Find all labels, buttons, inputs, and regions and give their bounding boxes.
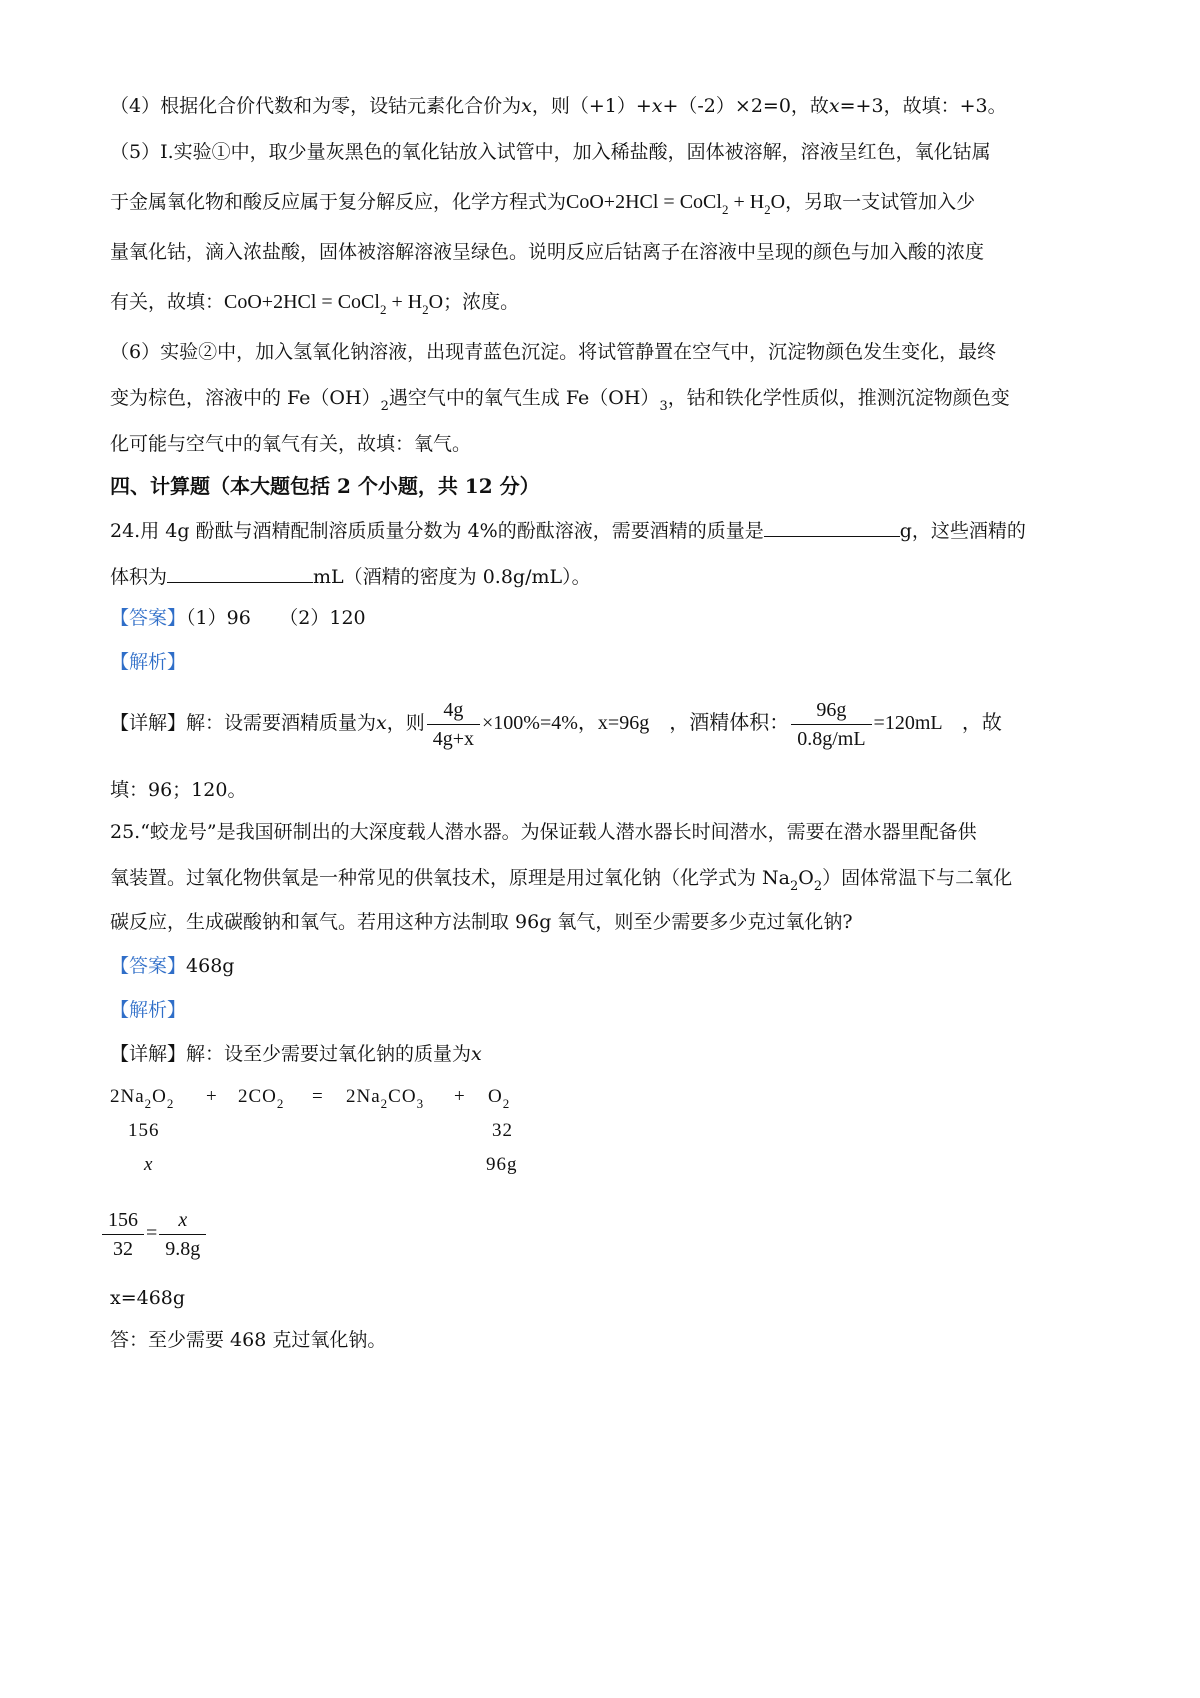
ratio-fraction-2: $\frac{x}{9.8g}$	[159, 1208, 206, 1261]
para-4	[110, 92, 1007, 120]
para-6-line-3: 化可能与空气中的氧气有关，故填：氧气。	[110, 433, 472, 455]
q24-answer: 【答案】（1）96 （2）120	[110, 607, 366, 629]
p5-l2b: ，另取一支试管加入少	[785, 191, 976, 213]
para-5-line-3: 量氧化钴，滴入浓盐酸，固体被溶解溶液呈绿色。说明反应后钴离子在溶液中呈现的颜色与加入酸的浓度	[110, 241, 985, 263]
q25-analysis-tag: 【解析】	[110, 999, 187, 1021]
ratio-fraction-1: $\frac{156}{32}$	[102, 1208, 144, 1261]
equation-cocl2-answer: CoO+2HCl = CoCl$_2$ + $H_2O$	[224, 291, 444, 317]
p4-rest: +（-2）×2=0，故	[662, 95, 829, 117]
para-6-line-2: 变为棕色，溶液中的 $Fe(OH)_2$遇空气中的氧气生成 $Fe(OH)_3$，钴和铁化学性质似，推测沉淀物颜色变	[110, 387, 1010, 414]
q25-detail: 【详解】解：设至少需要过氧化钠的质量为x	[110, 1043, 482, 1065]
para-5-line-1: （5）I.实验①中，取少量灰黑色的氧化钴放入试管中，加入稀盐酸，固体被溶解，溶液呈红色，氧化钴属	[110, 141, 991, 163]
fraction-concentration: $\frac{4g}{4g+x}$	[427, 698, 480, 751]
q24-blank-2	[167, 562, 313, 583]
para-5-line-2	[110, 188, 975, 218]
q25-answer: 【答案】468g	[110, 955, 235, 977]
p4-x3: x	[828, 95, 840, 117]
q25-line-2: 氧装置。过氧化物供氧是一种常见的供氧技术，原理是用过氧化钠（化学式为 $Na_2O_2$）固体常温下与二氧化	[110, 867, 1013, 894]
p5-l4a: 有关，故填：	[110, 291, 225, 313]
final-answer-line: 答：至少需要 468 克过氧化钠。	[110, 1329, 387, 1351]
p4-x: x	[521, 95, 532, 117]
ratio-equation: $\frac{156}{32}$ = $\frac{x}{9.8g}$	[110, 1204, 208, 1262]
eq-mass-o2: 32	[492, 1120, 513, 1141]
p4-mid: ，则（+1）+	[531, 95, 652, 117]
p4-end: =+3，故填：+3。	[839, 95, 1007, 117]
equation-cocl2: CoO+2HCl = CoCl$_2$ + $H_2O$	[566, 191, 786, 217]
eq-product-o2: $O_2$	[488, 1086, 511, 1111]
q24-line-1: 24.用 4g 酚酞与酒精配制溶质质量分数为 4%的酚酞溶液，需要酒精的质量是 g，这些酒精的	[110, 516, 1026, 545]
eq-mass-na2o2: 156	[128, 1120, 160, 1141]
q25-line-3: 碳反应，生成碳酸钠和氧气。若用这种方法制取 96g 氧气，则至少需要多少克过氧化钠?	[110, 911, 853, 933]
q24-blank-1	[764, 516, 900, 537]
q25-line-1: 25.“蛟龙号”是我国研制出的大深度载人潜水器。为保证载人潜水器长时间潜水，需要在潜水器里配备供	[110, 821, 977, 843]
eq-var-x: x	[144, 1154, 154, 1175]
p5-l2a: 于金属氧化物和酸反应属于复分解反应，化学方程式为	[110, 191, 567, 213]
answer-tag: 【答案】	[110, 607, 187, 629]
p4-x2: x	[651, 95, 663, 117]
eq-reactant-co2: $2CO_2$	[238, 1086, 285, 1111]
eq-product-na2co3: $2Na_2CO_3$	[346, 1086, 425, 1111]
q24-line-2: 体积为 mL（酒精的密度为 0.8g/mL）。	[110, 562, 591, 591]
eq-value-96g: 96g	[486, 1154, 518, 1175]
para-6-line-1: （6）实验②中，加入氢氧化钠溶液，出现青蓝色沉淀。将试管静置在空气中，沉淀物颜色发生变化，最终	[110, 341, 997, 363]
p4-text: （4）根据化合价代数和为零，设钴元素化合价为	[110, 95, 522, 117]
q24-detail: 【详解】解：设需要酒精质量为x，则 $\frac{4g}{4g+x}$ ×100%=4%，x=96g ，酒精体积： $\frac{96g}{0.8g/mL}$ =120mL ，故	[110, 698, 1002, 750]
para-5-line-4	[110, 288, 519, 318]
p5-l4b: ；浓度。	[443, 291, 520, 313]
eq-equals: =	[312, 1086, 324, 1107]
result-line: x=468g	[110, 1287, 186, 1309]
q24-analysis-tag: 【解析】	[110, 651, 187, 673]
section-heading: 四、计算题（本大题包括 2 个小题，共 12 分）	[110, 474, 540, 498]
eq-plus-1: +	[206, 1086, 218, 1107]
eq-reactant-na2o2: $2Na_2O_2$	[110, 1086, 175, 1111]
q24-detail-end: 填：96；120。	[110, 779, 247, 801]
eq-plus-2: +	[454, 1086, 466, 1107]
fraction-volume: $\frac{96g}{0.8g/mL}$	[791, 698, 871, 751]
